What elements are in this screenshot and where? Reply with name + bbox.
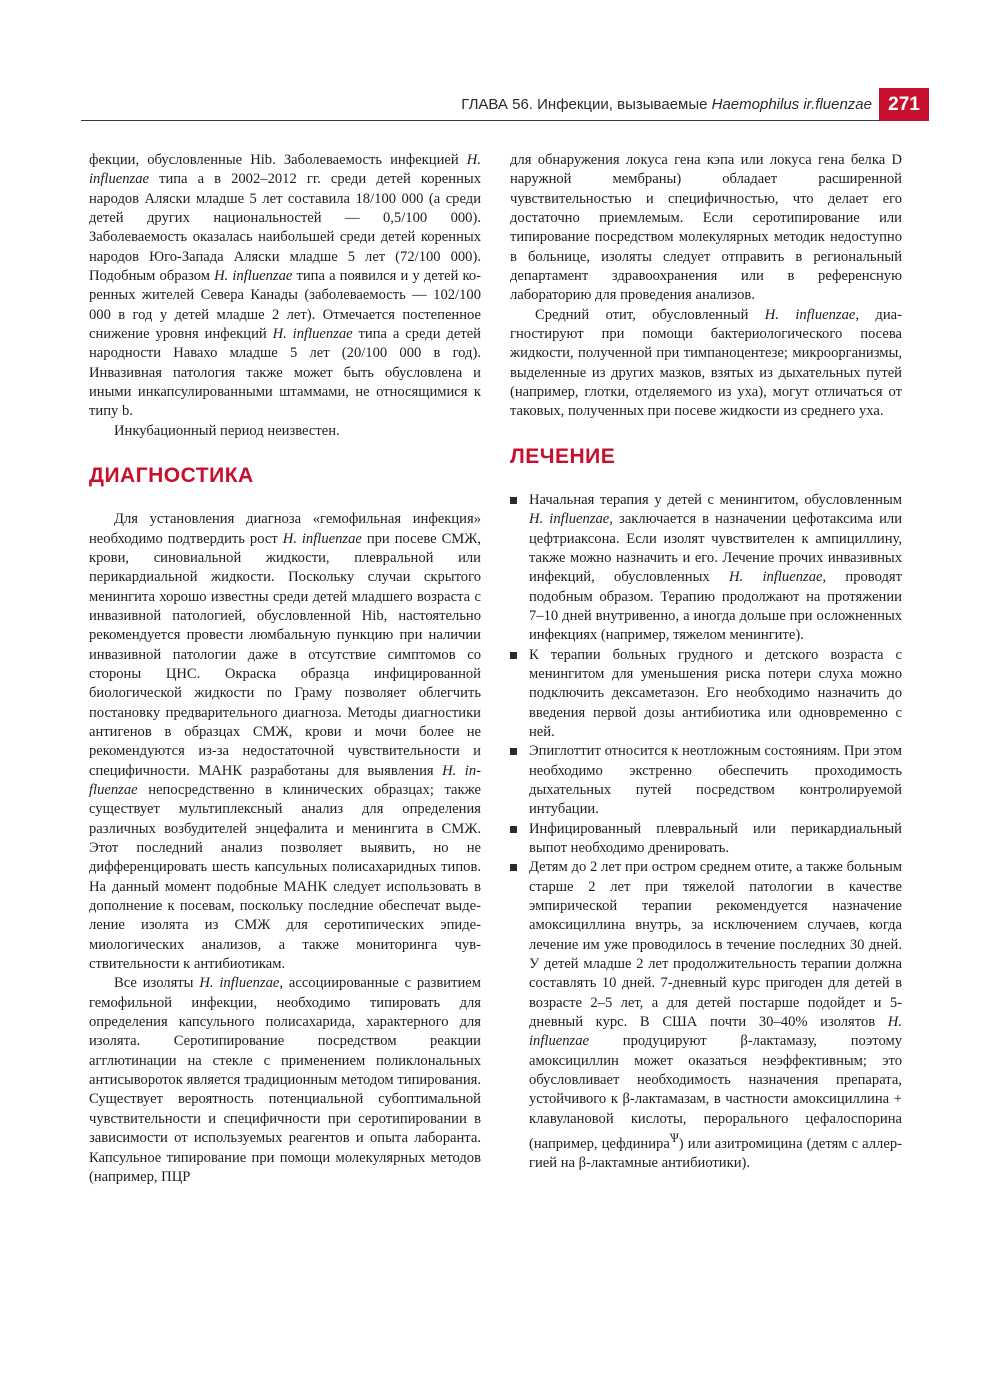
diagnostics-paragraph-1: Для установления диагноза «гемофильная инфекция» необходимо подтвердить рост H. influenzae при посеве СМЖ, крови, синовиальной жидкости, плевральной или перикардиальной жидкости. Поскольку случаи скрытого менингита хорошо известны среди детей младшего возраста с инвазивной патологией, обусловленной Hib, настоятельно рекомендуется провести люмбальную пункцию при наличии инвазивной патологии даже в отсутствие симптомов со стороны ЦНС. Окраска образца инфицированной биологической жидкости по Граму позволяет облегчить постановку предварительного диагноза. Методы диагностики антигенов в образцах СМЖ, крови и мочи более не рекомендуются из-за недостаточной чувствительности и специфичности. МАНК разработаны для выявления H. influenzae непосредственно в клинических образцах; также существует мультиплексный анализ для определения различных возбудителей энцефалита и менингита в СМЖ. Этот последний анализ позволяет выявить, но не дифференцировать шесть капсульных полисахаридных типов. На данный момент подобные МАНК следует использовать в дополнение к посевам, поскольку последние обеспечат выделение изолята из СМЖ для серотипических эпидемиологических анализов, а также мониторинга чувствительности к антибиотикам. — [89, 511, 482, 973]
diagnostics-paragraph-2: Все изоляты H. influenzae, ассоциированные с развитием гемофильной инфекции, необходимо типировать для определения капсульного полисахарида, характерного для изолята. Серотипирование посредством реакции агглютинации на стекле с применением поликлональных антисывороток является традиционным методом типирования. Существует вероятность потенциальной субоптимальной чувствительности и специфичности при серотипировании в зависимости от используемых реагентов и опыта лаборанта. Капсульное типирование при помощи молекулярных методов (например, ПЦР — [89, 975, 482, 1185]
section-heading-treatment: ЛЕЧЕНИЕ — [510, 444, 616, 468]
list-item: Начальная терапия у детей с менингитом, обусловленным H. influenzae, заключается в назначении цефотаксима или цефтриаксона. Если изолят чувствителен к ампициллину, также можно назначить и его. Лечение прочих инвазивных инфекций, обусловленных H. influenzae, проводят подобным образом. Терапию продолжают на протяжении 7–10 дней внутривенно, а иногда дольше при осложненных инфекциях (например, тяжелом менингите). — [510, 491, 902, 646]
section-heading-diagnostics: ДИАГНОСТИКА — [89, 464, 254, 488]
intro-paragraph-2: Инкубационный период неизвестен. — [114, 422, 340, 439]
header-rule — [81, 120, 879, 121]
page-number: 271 — [879, 88, 929, 121]
footnote-mark: Ѱ — [669, 1131, 679, 1146]
running-header — [0, 88, 1000, 122]
list-item: Детям до 2 лет при остром среднем отите, а также больным старше 2 лет при тяжелой патологии в качестве эмпирической терапии рекомендуется назначение амоксициллина внутрь, за исключением случаев, когда лечение им уже проводилось в течение последних 30 дней. У детей младше 2 лет продолжительность терапии должна составлять 10 дней. 7-дневный курс пригоден для детей в возрасте 2–5 лет, а для детей постарше подойдет и 5-дневный курс. В США почти 30–40% изолятов H. influenzae продуцируют β-лактамазу, поэтому амоксициллин может оказаться неэффективным; это обусловливает необходимость назначения препарата, устойчивого к β-лактамазам, в частности амоксициллина + клавулановой кислоты, перорального цефалоспорина (например, цефдинира$^Ѱ$) или азитромицина (детям с аллергией на β-лактамные антибиотики). — [510, 858, 902, 1173]
chapter-prefix: ГЛАВА 56. Инфекции, вызываемые — [461, 96, 712, 113]
treatment-list — [510, 491, 902, 1174]
left-column — [89, 151, 481, 1187]
list-item: Инфицированный плевральный или перикардиальный выпот необходимо дренировать. — [510, 820, 902, 859]
list-item: Эпиглоттит относится к неотложным состояниям. При этом необходимо экстренно обеспечить проходимость дыхательных путей посредством контролируемой интубации. — [510, 742, 902, 819]
continuation-paragraph-1: для обнаружения локуса гена кэпа или локуса гена белка D наружной мембраны) обладает расширенной чувствительностью и специфичностью, что делает его достаточно приемлемым. Если серотипирование или типирование посредством молекулярных методик недоступно в больнице, изоляты следует отправить в региональный департамент здравоохранения или в референсную лабораторию для проведения анализов. — [510, 152, 902, 304]
chapter-title — [461, 96, 872, 113]
intro-paragraph-1: фекции, обусловленные Hib. Заболеваемость инфекцией H. influenzae типа a в 2002–2012 гг. среди детей коренных народов Аляски младше 5 лет составила 18/100 000 (а среди детей других национальностей — 0,5/100 000). Заболеваемость оказалась наибольшей среди детей коренных народов Юго-Запада Аляски младше 5 лет (72/100 000). Подобным образом H. influenzae типа a появился и у детей коренных жителей Севера Канады (заболеваемость — 102/100 000 в год у детей младше 2 лет). Отмечается постепенное снижение уровня инфекций H. influenzae типа a среди детей народности Навахо младше 5 лет (20/100 000 в год). Инвазивная патология также может быть обусловлена и иными инкапсулированными штаммами, не относящимися к типу b. — [89, 152, 482, 420]
continuation-paragraph-2: Средний отит, обусловленный H. influenzae, диагностируют при помощи бактериологического посева жидкости, полученной при тимпаноцентезе; микроорганизмы, выделенные из других мазков, взятых из дыхательных путей (например, глотки, отделяемого из уха), могут отличаться от таковых, полученных при посеве жидкости из среднего уха. — [510, 306, 902, 420]
right-column — [510, 151, 902, 1174]
list-item: К терапии больных грудного и детского возраста с менингитом для уменьшения риска потери слуха можно подключить дексаметазон. Его необходимо назначить до введения первой дозы антибиотика или одновременно с ней. — [510, 646, 902, 743]
chapter-organism: Haemophilus ir.fluenzae — [711, 96, 872, 113]
